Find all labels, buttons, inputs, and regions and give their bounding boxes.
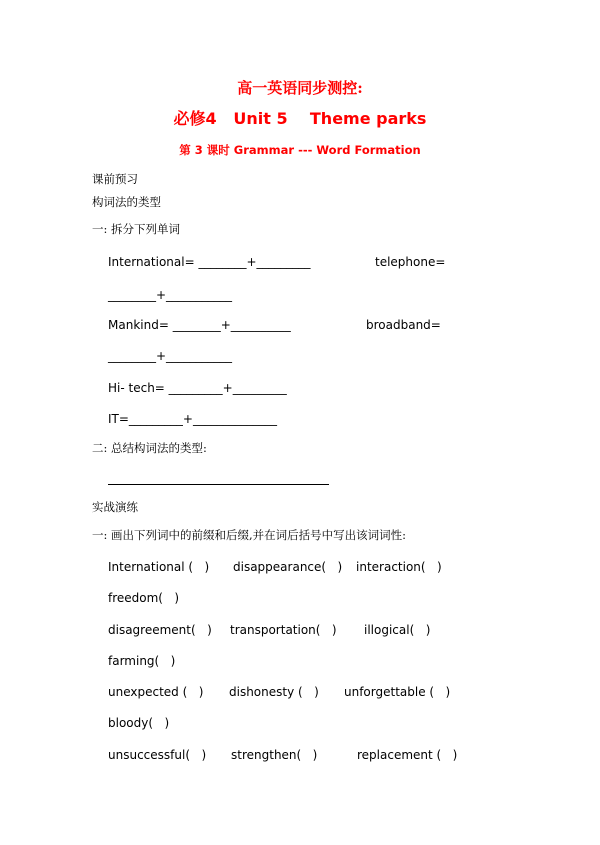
preview-heading: 课前预习: [92, 172, 138, 186]
word-transportation: transportation( ): [230, 623, 337, 637]
word-farming: farming( ): [108, 654, 176, 668]
word-illogical: illogical( ): [364, 623, 431, 637]
split-item-hitech: Hi- tech= _________+_________: [108, 381, 287, 395]
split-item-broadband: broadband=: [366, 318, 441, 332]
practice-heading: 实战演练: [92, 500, 138, 514]
split-item-telephone: telephone=: [375, 255, 446, 269]
word-unsuccessful: unsuccessful( ): [108, 748, 207, 762]
page-title: 高一英语同步测控:: [237, 79, 363, 97]
word-disagreement: disagreement( ): [108, 623, 212, 637]
word-international: International ( ): [108, 560, 210, 574]
split-item-it: IT=_________+______________: [108, 412, 277, 426]
preview-subheading: 构词法的类型: [92, 195, 161, 209]
word-dishonesty: dishonesty ( ): [229, 685, 319, 699]
word-replacement: replacement ( ): [357, 748, 458, 762]
split-item-international: International= ________+_________: [108, 255, 311, 269]
answer-line: [108, 484, 329, 485]
word-bloody: bloody( ): [108, 716, 170, 730]
word-disappearance: disappearance( ): [233, 560, 343, 574]
unit-title: 必修4 Unit 5 Theme parks: [173, 109, 427, 128]
split-item-telephone-blank: ________+___________: [108, 288, 233, 302]
word-strengthen: strengthen( ): [231, 748, 318, 762]
part2-title: 二: 总结构词法的类型:: [92, 441, 207, 455]
practice-part1-title: 一: 画出下列词中的前缀和后缀,并在词后括号中写出该词词性:: [92, 528, 407, 542]
split-item-broadband-blank: ________+___________: [108, 349, 233, 363]
split-item-mankind: Mankind= ________+__________: [108, 318, 291, 332]
part1-title: 一: 拆分下列单词: [92, 222, 181, 236]
word-unexpected: unexpected ( ): [108, 685, 204, 699]
word-interaction: interaction( ): [356, 560, 442, 574]
word-unforgettable: unforgettable ( ): [344, 685, 451, 699]
word-freedom: freedom( ): [108, 591, 180, 605]
lesson-title: 第 3 课时 Grammar --- Word Formation: [179, 143, 421, 157]
